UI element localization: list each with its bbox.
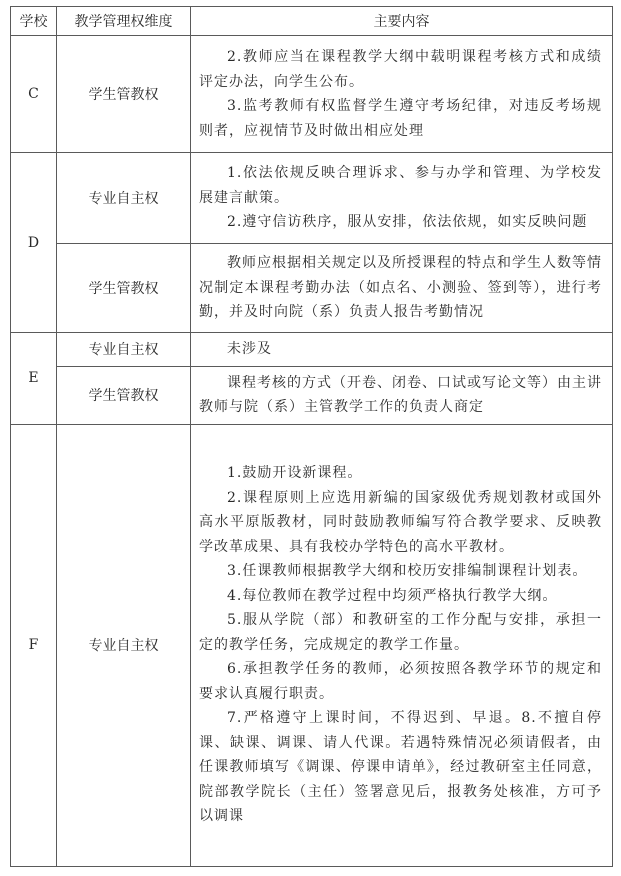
school-cell: F: [11, 424, 57, 866]
dimension-cell: 专业自主权: [57, 333, 191, 367]
content-paragraph: 4.每位教师在教学过程中均须严格执行教学大纲。: [227, 587, 558, 604]
content-cell: [191, 424, 613, 866]
content-paragraph: 6.承担教学任务的教师，必须按照各教学环节的规定和要求认真履行职责。: [199, 661, 602, 702]
content-paragraph: 3.任课教师根据教学大纲和校历安排编制课程计划表。: [227, 563, 588, 580]
content-cell: [191, 244, 613, 333]
content-paragraph: 2.课程原则上应选用新编的国家级优秀规划教材或国外高水平原版教材，同时鼓励教师编写符合教学要求、反映教学改革成果、具有我校办学特色的高水平教材。: [199, 489, 602, 555]
table-row: [11, 366, 613, 424]
table-row: [11, 333, 613, 367]
content-paragraph: 2.遵守信访秩序，服从安排，依法依规，如实反映问题: [227, 214, 588, 231]
content-paragraph: 教师应根据相关规定以及所授课程的特点和学生人数等情况制定本课程考勤办法（如点名、小测验、签到等），进行考勤，并及时向院（系）负责人报告考勤情况: [199, 255, 602, 321]
dimension-cell: 学生管教权: [57, 366, 191, 424]
school-cell: D: [11, 153, 57, 333]
content-paragraph: 5.服从学院（部）和教研室的工作分配与安排，承担一定的教学任务，完成规定的教学工作量。: [199, 612, 602, 653]
header-school: 学校: [11, 7, 57, 36]
content-cell: [191, 366, 613, 424]
content-paragraph: 3.监考教师有权监督学生遵守考场纪律，对违反考场规则者，应视情节及时做出相应处理: [199, 98, 602, 139]
table-row: [11, 424, 613, 866]
dimension-cell: 专业自主权: [57, 424, 191, 866]
content-cell: [191, 36, 613, 153]
content-paragraph: 课程考核的方式（开卷、闭卷、口试或写论文等）由主讲教师与院（系）主管教学工作的负责人商定: [199, 374, 602, 415]
school-cell: C: [11, 36, 57, 153]
table-row: [11, 36, 613, 153]
header-dimension: 教学管理权维度: [57, 7, 191, 36]
school-cell: E: [11, 333, 57, 425]
content-paragraph: 1.依法依规反映合理诉求、参与办学和管理、为学校发展建言献策。: [199, 165, 602, 206]
content-cell: [191, 333, 613, 367]
dimension-cell: 学生管教权: [57, 36, 191, 153]
dimension-cell: 学生管教权: [57, 244, 191, 333]
dimension-cell: 专业自主权: [57, 153, 191, 244]
content-cell: [191, 153, 613, 244]
table-row: [11, 153, 613, 244]
content-table: [10, 6, 613, 867]
content-paragraph: 1.鼓励开设新课程。: [227, 465, 363, 482]
header-content: 主要内容: [191, 7, 613, 36]
header-row: [11, 7, 613, 36]
content-paragraph: 7.严格遵守上课时间，不得迟到、早退。8.不擅自停课、缺课、调课、请人代课。若遇特殊情况必须请假者，由任课教师填写《调课、停课申请单》，经过教研室主任同意，院部教学院长（主任）签署意见后，报教务处核准，方可予以调课: [199, 710, 602, 825]
content-paragraph: 未涉及: [227, 341, 272, 357]
content-paragraph: 2.教师应当在课程教学大纲中载明课程考核方式和成绩评定办法，向学生公布。: [199, 49, 602, 90]
table-row: [11, 244, 613, 333]
